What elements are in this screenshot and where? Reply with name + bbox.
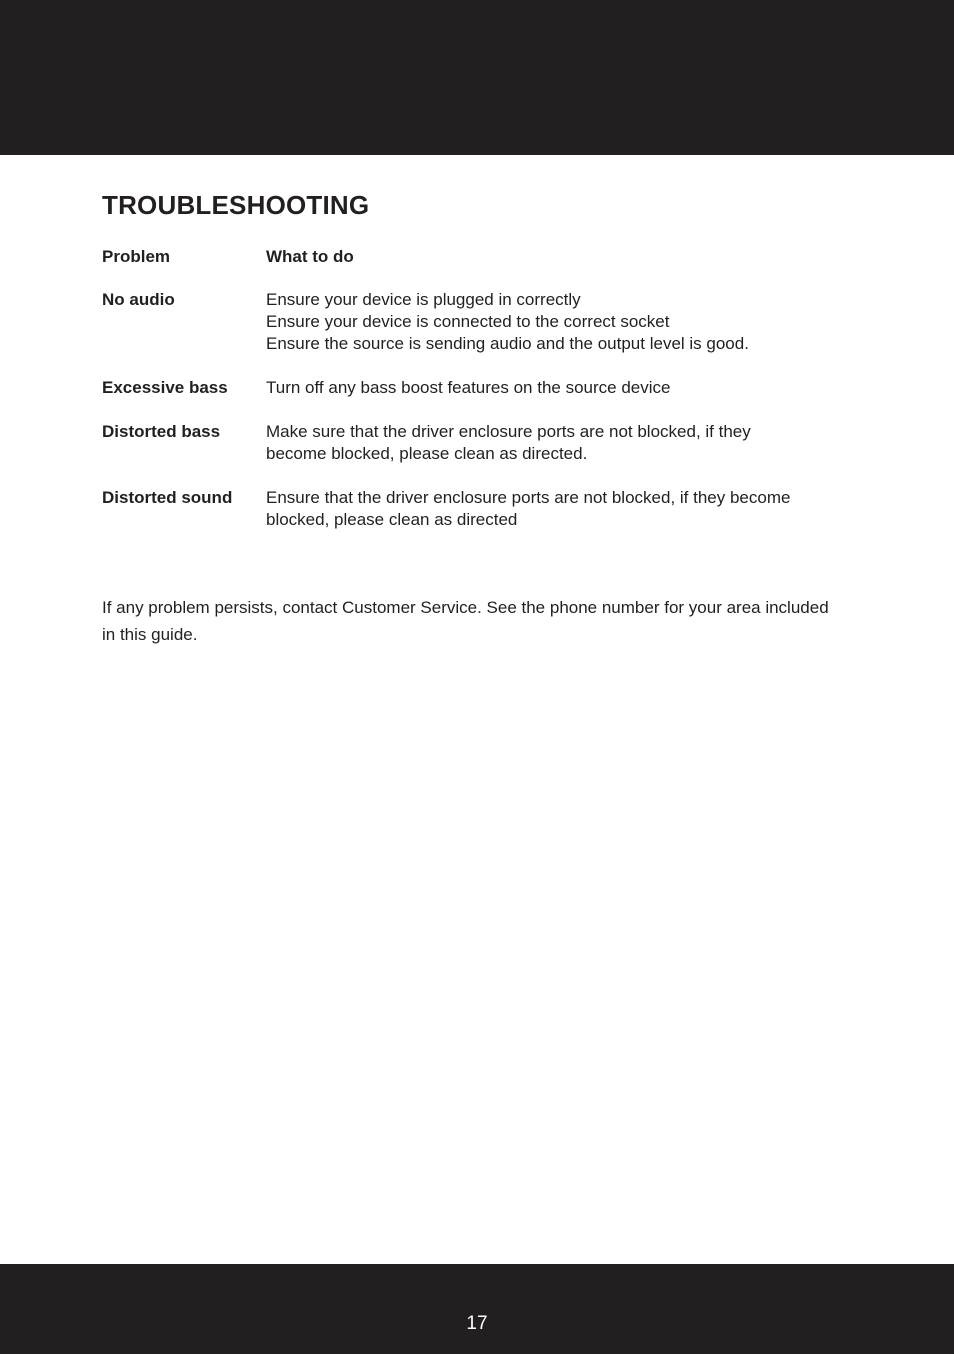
table-header-row [102,246,842,289]
solution-line: Ensure the source is sending audio and the output level is good. [266,334,749,353]
solution-line: blocked, please clean as directed [266,510,518,529]
solution-line: become blocked, please clean as directed. [266,444,588,463]
problem-no-audio: No audio [102,290,175,309]
solution-no-audio [266,289,842,377]
solution-line: Ensure that the driver enclosure ports are not blocked, if they become [266,488,791,507]
page-title: TROUBLESHOOTING [102,190,370,220]
problem-distorted-sound: Distorted sound [102,488,233,507]
solution-distorted-bass [266,421,842,487]
solution-line: Turn off any bass boost features on the source device [266,378,671,397]
page-number: 17 [466,1313,488,1334]
header-what-to-do: What to do [266,247,354,266]
table-row [102,289,842,377]
footer-band [0,1264,954,1354]
header-band [0,0,954,155]
problem-distorted-bass: Distorted bass [102,422,221,441]
header-problem: Problem [102,247,171,266]
problem-excessive-bass: Excessive bass [102,378,228,397]
customer-service-note: If any problem persists, contact Customer Service. See the phone number for your area included in this guide. [102,598,829,644]
table-row [102,377,842,421]
solution-line: Ensure your device is plugged in correctly [266,290,581,309]
table-row [102,487,842,531]
solution-distorted-sound [266,487,842,531]
solution-line: Make sure that the driver enclosure ports are not blocked, if they [266,422,751,441]
solution-line: Ensure your device is connected to the correct socket [266,312,670,331]
solution-excessive-bass [266,377,842,421]
table-row [102,421,842,487]
troubleshooting-table [102,246,842,531]
